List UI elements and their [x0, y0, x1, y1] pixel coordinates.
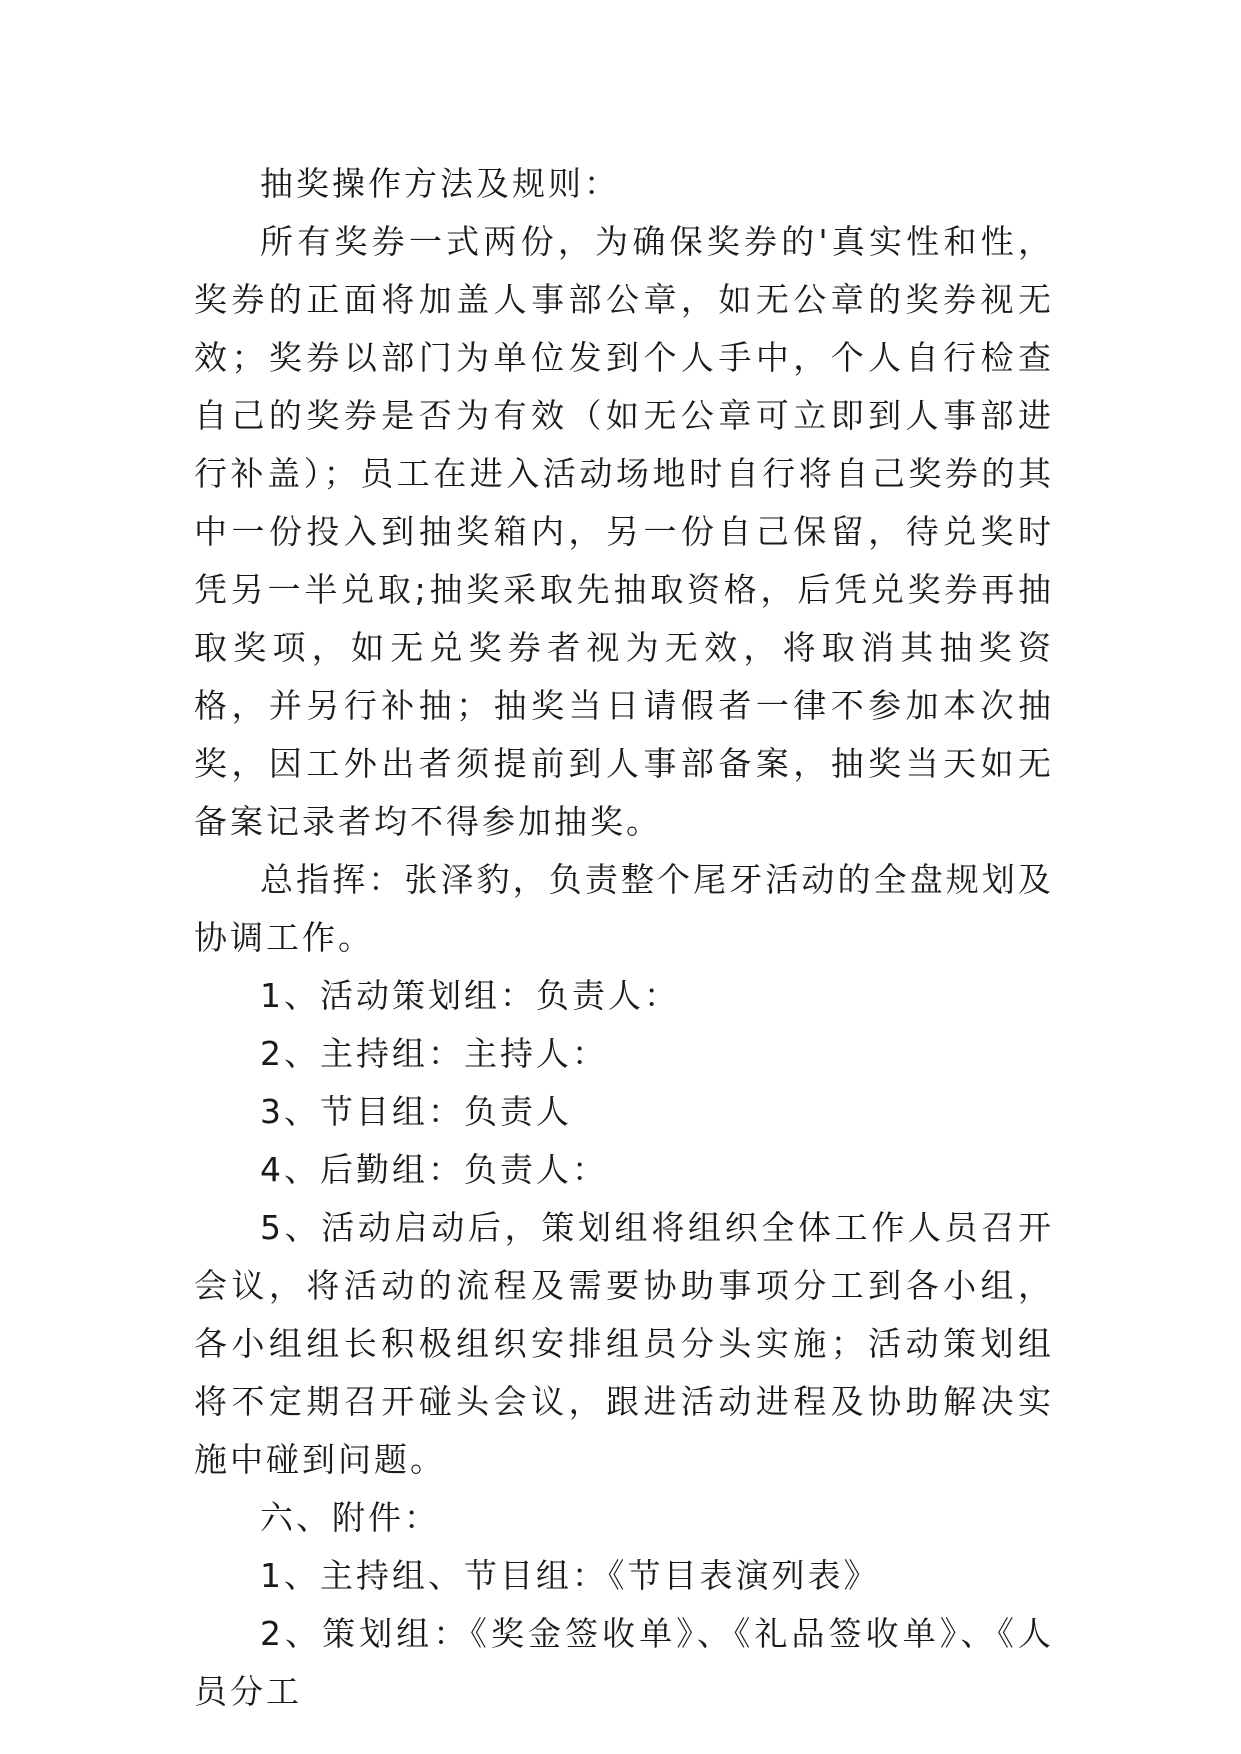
document-body — [194, 155, 1054, 1721]
paragraph-lottery-title: 抽奖操作方法及规则： — [260, 164, 620, 203]
paragraph-attachment-1: 1、主持组、节目组：《节目表演列表》 — [260, 1556, 880, 1595]
paragraph-planning-group: 1、活动策划组：负责人： — [260, 976, 680, 1015]
paragraph-host-group: 2、主持组：主持人： — [260, 1034, 608, 1073]
paragraph-program-group: 3、节目组：负责人 — [260, 1092, 572, 1131]
paragraph-lottery-rules: 所有奖券一式两份，为确保奖券的'真实性和性，奖券的正面将加盖人事部公章，如无公章的奖券视无效；奖券以部门为单位发到个人手中，个人自行检查自己的奖券是否为有效（如无公章可立即到人事部进行补盖）；员工在进入活动场地时自行将自己奖券的其中一份投入到抽奖箱内，另一份自己保留，待兑奖时凭另一半兑取;抽奖采取先抽取资格，后凭兑奖券再抽取奖项，如无兑奖券者视为无效，将取消其抽奖资格，并另行补抽；抽奖当日请假者一律不参加本次抽奖，因工外出者须提前到人事部备案，抽奖当天如无备案记录者均不得参加抽奖。 — [194, 222, 1054, 841]
paragraph-logistics-group: 4、后勤组：负责人： — [260, 1150, 608, 1189]
paragraph-attachment-2: 2、策划组：《奖金签收单》、《礼品签收单》、《人员分工 — [194, 1614, 1054, 1711]
paragraph-attachments-heading: 六、附件： — [260, 1498, 440, 1537]
paragraph-activity-launch: 5、活动启动后，策划组将组织全体工作人员召开会议，将活动的流程及需要协助事项分工到各小组，各小组组长积极组织安排组员分头实施；活动策划组将不定期召开碰头会议，跟进活动进程及协助解决实施中碰到问题。 — [194, 1208, 1054, 1479]
paragraph-commander: 总指挥：张泽豹，负责整个尾牙活动的全盘规划及协调工作。 — [194, 860, 1054, 957]
